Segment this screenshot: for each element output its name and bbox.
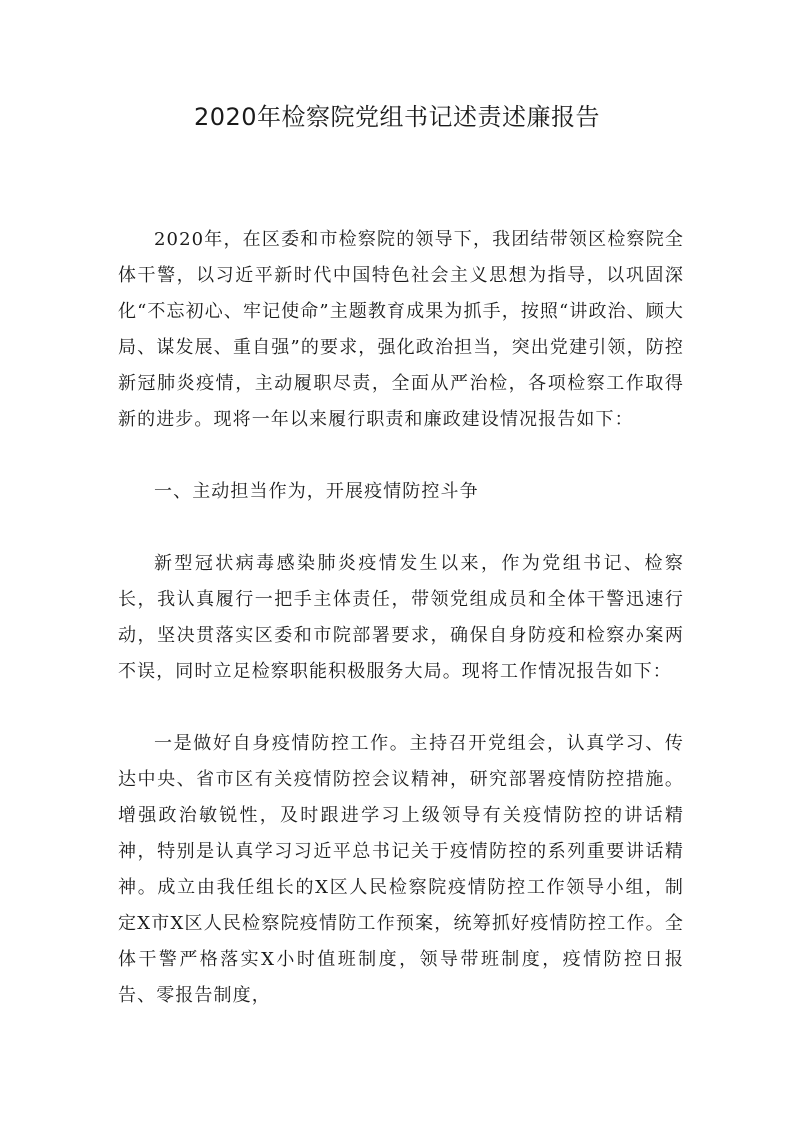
section-heading: 一、主动担当作为，开展疫情防控斗争 — [154, 481, 479, 502]
paragraph-intro: 2020年，在区委和市检察院的领导下，我团结带领区检察院全体干警，以习近平新时代中国特色社会主义思想为指导，以巩固深化“不忘初心、牢记使命”主题教育成果为抓手，按照“讲政治、顾大局、谋发展、重自强”的要求，强化政治担当，突出党建引领，防控新冠肺炎疫情，主动履职尽责，全面从严治检，各项检察工作取得新的进步。现将一年以来履行职责和廉政建设情况报告如下： — [118, 229, 684, 430]
paragraph-point-one: 一是做好自身疫情防控工作。主持召开党组会，认真学习、传达中央、省市区有关疫情防控会议精神，研究部署疫情防控措施。增强政治敏锐性，及时跟进学习上级领导有关疫情防控的讲话精神，特别是认真学习习近平总书记关于疫情防控的系列重要讲话精神。成立由我任组长的X区人民检察院疫情防控工作领导小组，制定X市X区人民检察院疫情防工作预案，统筹抓好疫情防控工作。全体干警严格落实X小时值班制度，领导带班制度，疫情防控日报告、零报告制度， — [118, 733, 684, 1006]
document-body — [118, 222, 684, 1050]
document-title: 2020年检察院党组书记述责述廉报告 — [193, 103, 601, 131]
paragraph-section-intro: 新型冠状病毒感染肺炎疫情发生以来，作为党组书记、检察长，我认真履行一把手主体责任，带领党组成员和全体干警迅速行动，坚决贯落实区委和市院部署要求，确保自身防疫和检察办案两不误，同时立足检察职能积极服务大局。现将工作情况报告如下： — [118, 553, 684, 682]
